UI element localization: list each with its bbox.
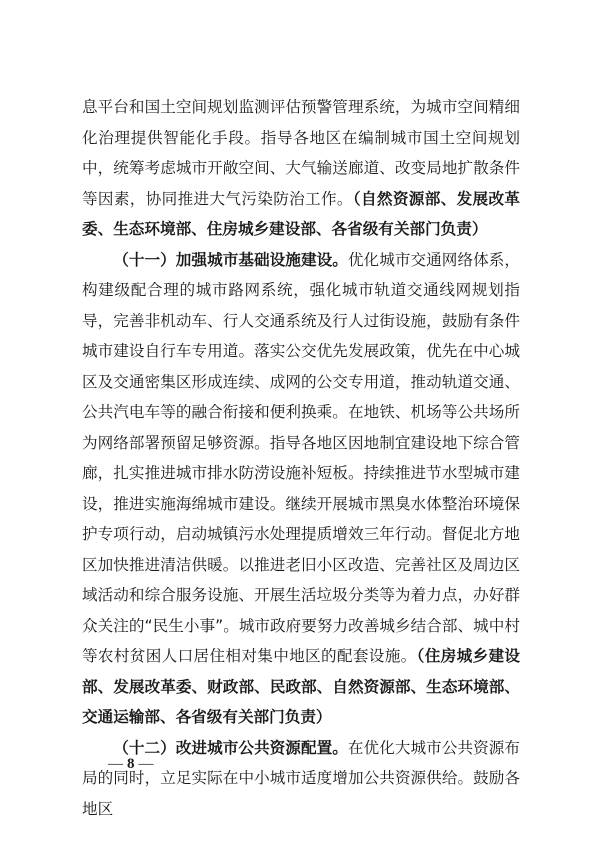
section-heading: （十二）改进城市公共资源配置。 xyxy=(113,738,348,757)
document-body xyxy=(82,92,520,824)
responsible-departments: （自然资源部、发展改革委、生态环境部、住房城乡建设部、各省级有关部门负责） xyxy=(82,189,520,238)
paragraph-text: 在优化大城市公共资源布局的同时，立足实际在中小城市适度增加公共资源供给。鼓励各地区 xyxy=(82,738,520,818)
paragraph-text: 息平台和国土空间规划监测评估预警管理系统，为城市空间精细化治理提供智能化手段。指导各地区在编制城市国土空间规划中，统筹考虑城市开敞空间、大气输送廊道、改变局地扩散条件等因素，协同推进大气污染防治工作。 xyxy=(82,98,520,208)
footer-dash-right: — xyxy=(138,756,154,772)
page-number: 8 xyxy=(127,756,135,772)
footer-dash-left: — xyxy=(108,756,123,772)
page-footer xyxy=(108,756,154,773)
section-heading: （十一）加强城市基础设施建设。 xyxy=(113,250,348,269)
paragraph-section-12 xyxy=(82,733,520,825)
paragraph-section-11 xyxy=(82,245,520,733)
paragraph-continuation xyxy=(82,92,520,245)
paragraph-text: 优化城市交通网络体系，构建级配合理的城市路网系统，强化城市轨道交通线网规划指导，完善非机动车、行人交通系统及行人过街设施，鼓励有条件城市建设自行车专用道。落实公交优先发展政策，优先在中心城区及交通密集区形成连续、成网的公交专用道，推动轨道交通、公共汽电车等的融合衔接和便利换乘。在地铁、机场等公共场所为网络部署预留足够资源。指导各地区因地制宜建设地下综合管廊，扎实推进城市排水防涝设施补短板。持续推进节水型城市建设，推进实施海绵城市建设。继续开展城市黑臭水体整治环境保护专项行动，启动城镇污水处理提质增效三年行动。督促北方地区加快推进清洁供暖。以推进老旧小区改造、完善社区及周边区域活动和综合服务设施、开展生活垃圾分类等为着力点，办好群众关注的“民生小事”。城市政府要努力改善城乡结合部、城中村等农村贫困人口居住相对集中地区的配套设施。 xyxy=(82,250,520,665)
responsible-departments: （住房城乡建设部、发展改革委、财政部、民政部、自然资源部、生态环境部、交通运输部、各省级有关部门负责） xyxy=(82,647,520,726)
